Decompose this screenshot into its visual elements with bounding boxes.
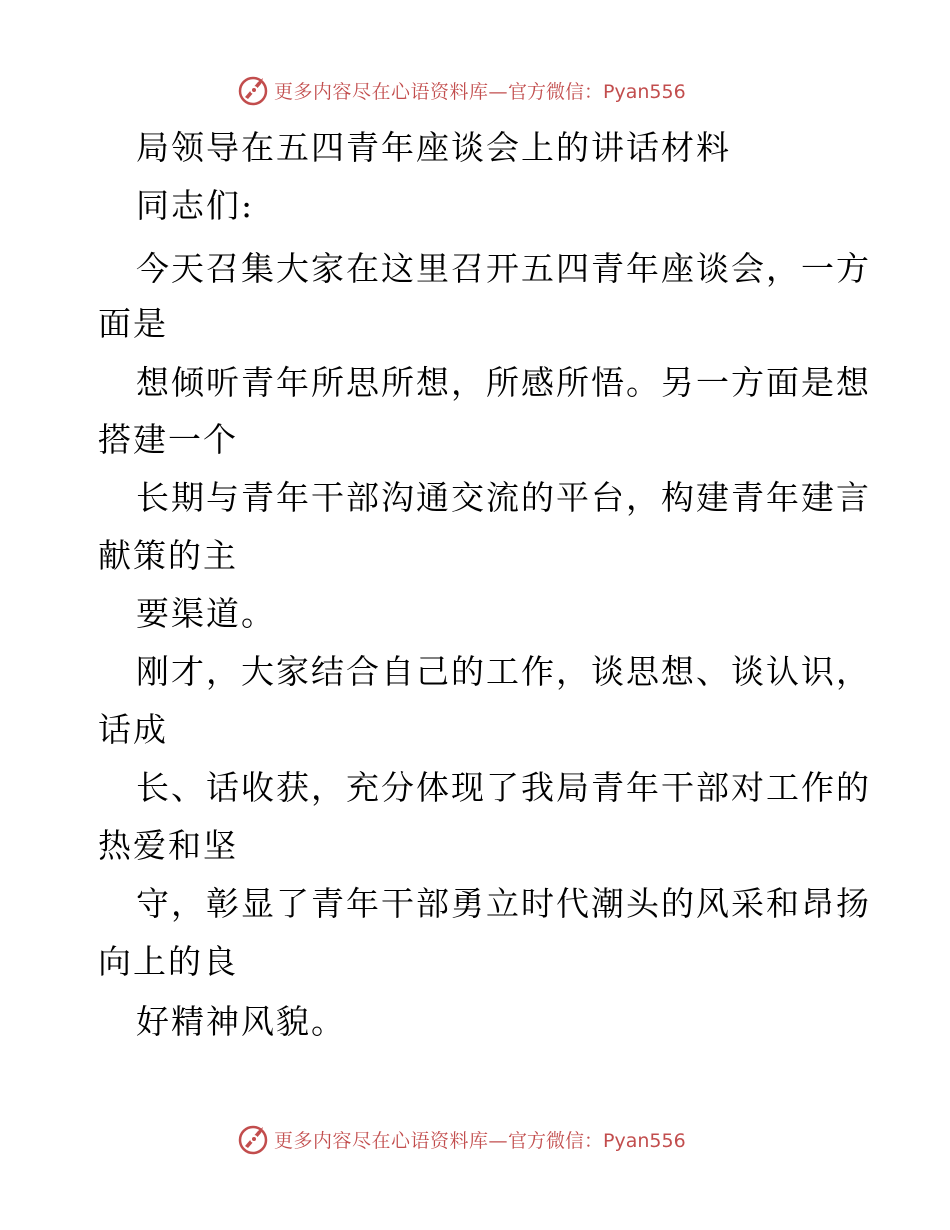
pen-nib-circle-icon [236, 1122, 270, 1156]
paragraph-line: 面是 [98, 304, 168, 343]
pen-nib-circle-icon [236, 73, 270, 107]
footer-watermark [236, 1121, 686, 1157]
paragraph-line: 刚才，大家结合自己的工作，谈思想、谈认识， [136, 652, 871, 691]
paragraph-line: 想倾听青年所思所想，所感所悟。另一方面是想 [136, 363, 871, 402]
paragraph-line: 好精神风貌。 [136, 1002, 346, 1041]
paragraph-line: 长期与青年干部沟通交流的平台，构建青年建言 [136, 478, 871, 517]
paragraph-line: 话成 [98, 710, 168, 749]
paragraph-line: 要渠道。 [136, 594, 276, 633]
watermark-wechat: 官方微信：Pyan556 [508, 80, 686, 103]
watermark-wechat: 官方微信：Pyan556 [508, 1129, 686, 1152]
salutation: 同志们: [136, 186, 255, 225]
paragraph-line: 长、话收获，充分体现了我局青年干部对工作的 [136, 768, 871, 807]
document-title: 局领导在五四青年座谈会上的讲话材料 [136, 128, 731, 167]
paragraph-line: 守，彰显了青年干部勇立时代潮头的风采和昂扬 [136, 884, 871, 923]
watermark-text: 更多内容尽在心语资料库— [274, 80, 509, 103]
paragraph-line: 热爱和坚 [98, 826, 238, 865]
paragraph-line: 献策的主 [98, 536, 238, 575]
paragraph-line: 向上的良 [98, 942, 238, 981]
watermark-text: 更多内容尽在心语资料库— [274, 1129, 509, 1152]
paragraph-line: 搭建一个 [98, 420, 238, 459]
paragraph-line: 今天召集大家在这里召开五四青年座谈会，一方 [136, 249, 871, 288]
header-watermark [236, 72, 686, 108]
